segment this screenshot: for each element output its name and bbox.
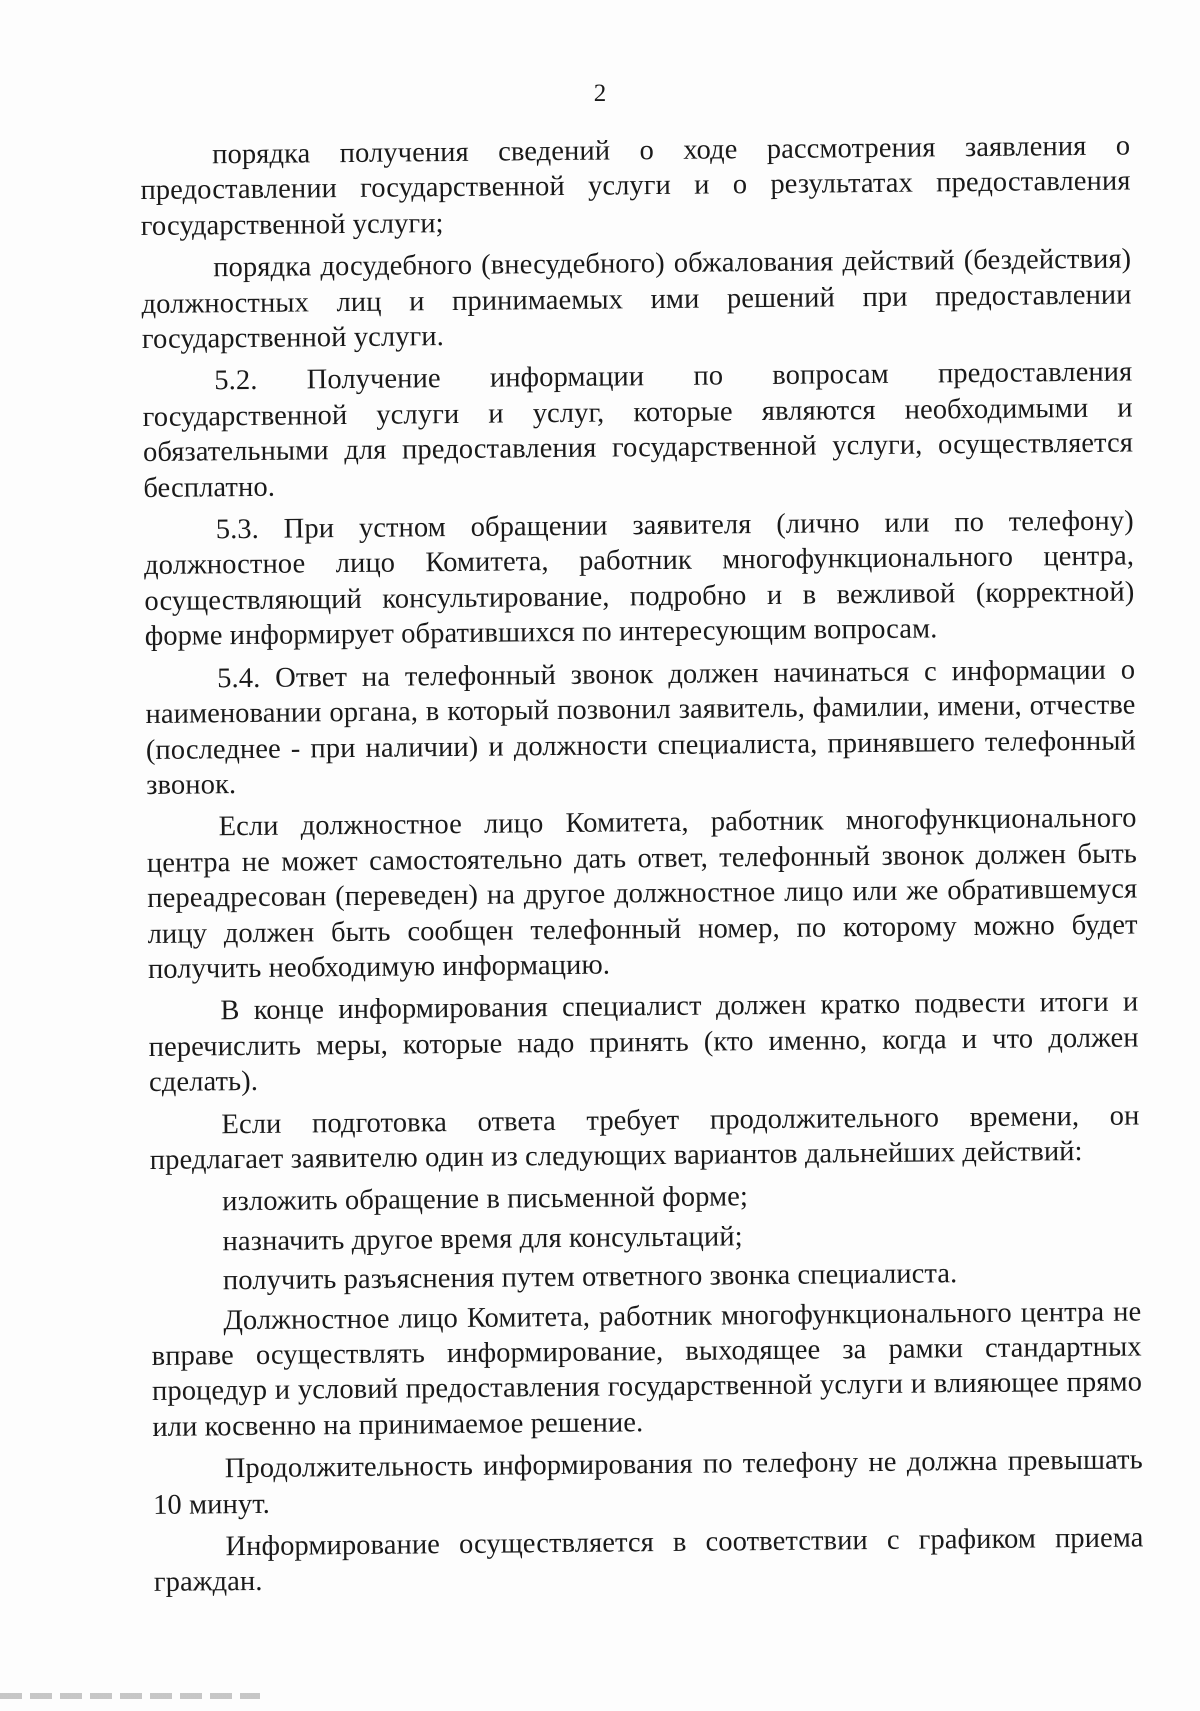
paragraph: Продолжительность информирования по телефону не должна превышать 10 минут. bbox=[152, 1444, 1143, 1521]
document-body bbox=[140, 128, 1144, 1607]
paragraph: Должностное лицо Комитета, работник многофункционального центра не вправе осуществлять информирование, выходящее за рамки стандартных процедур и условий предоставления государственной услуги и влияющее прямо или косвенно на принимаемое решение. bbox=[151, 1296, 1143, 1443]
paragraph: 5.2. Получение информации по вопросам предоставления государственной услуги и услуг, которые являются необходимыми и обязательными для предоставления государственной услуги, осуществляется бесплатно. bbox=[142, 356, 1134, 504]
scan-artifact bbox=[0, 1693, 260, 1699]
paragraph: Если должностное лицо Комитета, работник многофункционального центра не может самостоятельно дать ответ, телефонный звонок должен быть переадресован (переведен) на другое должностное лицо или же обратившемуся лицу должен быть сообщен телефонный номер, по которому можно будет получить необходимую информацию. bbox=[146, 802, 1138, 985]
paragraph: В конце информирования специалист должен кратко подвести итоги и перечислить меры, которые надо принять (кто именно, когда и что должен сделать). bbox=[148, 986, 1139, 1099]
list-item: назначить другое время для консультаций; bbox=[222, 1221, 743, 1258]
list-item: изложить обращение в письменной форме; bbox=[222, 1181, 749, 1218]
paragraph: Если подготовка ответа требует продолжительного времени, он предлагает заявителю один из следующих вариантов дальнейших действий: bbox=[149, 1100, 1140, 1176]
list-item: получить разъяснения путем ответного звонка специалиста. bbox=[222, 1258, 958, 1297]
paragraph: 5.4. Ответ на телефонный звонок должен начинаться с информации о наименовании органа, в который позвонил заявитель, фамилии, имени, отчестве (последнее - при наличии) и должности специалиста, принявшего телефонный звонок. bbox=[145, 654, 1136, 801]
paragraph: Информирование осуществляется в соответствии с графиком приема граждан. bbox=[153, 1522, 1144, 1599]
paragraph: порядка получения сведений о ходе рассмотрения заявления о предоставлении государственной услуги и о результатах предоставления государственной услуги; bbox=[140, 130, 1131, 242]
paragraph: порядка досудебного (внесудебного) обжалования действий (бездействия) должностных лиц и принимаемых ими решений при предоставлении государственной услуги. bbox=[141, 243, 1132, 356]
paragraph: 5.3. При устном обращении заявителя (лично или по телефону) должностное лицо Комитета, работник многофункционального центра, осуществляющий консультирование, подробно и в вежливой (корректной) форме информирует обратившихся по интересующим вопросам. bbox=[143, 505, 1135, 653]
page-number: 2 bbox=[593, 80, 607, 107]
